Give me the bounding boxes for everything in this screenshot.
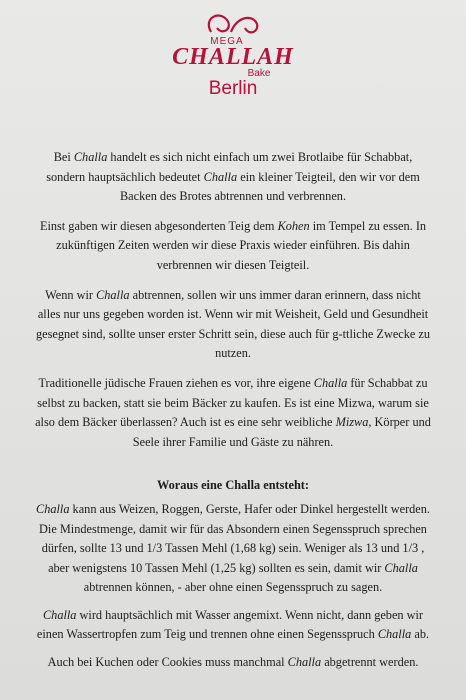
text-run: Einst gaben wir diesen abgesonderten Teig dem (39, 218, 278, 233)
logo-main-text: CHALLAH (172, 44, 294, 70)
paragraph-3 (34, 286, 432, 364)
section-paragraph-3 (34, 653, 432, 673)
paragraph-4 (34, 374, 432, 452)
text-run: kann aus Weizen, Roggen, Gerste, Hafer oder Dinkel hergestellt werden. Die Mindestmenge, damit wir für das Absondern einen Segensspruch sprechen dürfen, sollte 13 und 1/3 Tassen Mehl (1,68 kg) sein. Weniger als 13 und 1/3 , aber wenigstens 10 Tassen Mehl (1,25 kg) sollten es sein, damit wir (39, 501, 430, 575)
logo-graphic (153, 6, 313, 98)
italic-term: Challa (96, 287, 130, 302)
logo-city-text: Berlin (208, 78, 258, 98)
italic-term: Mizwa (335, 415, 369, 430)
text-run: , Körper und Seele ihrer Familie und Gäste zu nähren. (132, 415, 431, 449)
italic-term: Challa (313, 375, 348, 390)
text-run: ab. (411, 627, 430, 642)
text-run: abgetrennt werden. (321, 655, 419, 670)
italic-term: Challa (42, 607, 77, 622)
italic-term: Kohen (277, 218, 310, 233)
italic-term: Challa (203, 169, 238, 184)
italic-term: Challa (36, 501, 70, 516)
logo-sub-text: Bake (247, 68, 271, 79)
italic-term: Challa (377, 627, 412, 642)
italic-term: Challa (73, 150, 108, 164)
paragraph-2 (34, 217, 432, 276)
italic-term: Challa (384, 560, 418, 575)
document-body (34, 148, 432, 673)
text-run: abtrennen, sollen wir uns immer daran erinnern, dass nicht alles nur uns gegeben worden ist. Wenn wir mit Weisheit, Geld und Gesundheit gesegnet sind, sollte unser erster Schritt sein, diese auch für g-ttliche Zwecke zu nutzen. (35, 287, 431, 361)
section-paragraph-1 (34, 500, 432, 598)
text-run: ein kleiner Teigteil, den wir vor dem Backen des Brotes abtrennen und verbrennen. (119, 169, 420, 204)
text-run: Bei (53, 150, 74, 164)
section-title: Woraus eine Challa entsteht: (157, 478, 309, 493)
text-run: Wenn wir (45, 287, 97, 302)
text-run: Auch bei Kuchen oder Cookies muss manchmal (47, 655, 288, 670)
text-run: im Tempel zu essen. In zukünftigen Zeiten werden wir diese Praxis wieder einführen. Bis dahin verbrennen wir diesen Teigteil. (56, 218, 427, 272)
text-run: Traditionelle jüdische Frauen ziehen es vor, ihre eigene (38, 375, 314, 390)
section-paragraph-2 (34, 606, 432, 645)
text-run: wird hauptsächlich mit Wasser angemixt. Wenn nicht, dann geben wir einen Wassertropfen zum Teig und trennen ohne einen Segensspruch (36, 607, 424, 642)
paragraph-1 (34, 148, 432, 207)
logo-swirl (209, 16, 229, 32)
text-run: handelt es sich nicht einfach um zwei Brotlaibe für Schabbat, sondern hauptsächlich bedeutet (46, 150, 413, 184)
text-run: für Schabbat zu selbst zu backen, statt sie beim Bäcker zu kaufen. Es ist eine Mizwa, warum sie also dem Bäcker überlassen? Auch ist es eine sehr weibliche (35, 375, 429, 430)
logo-top-text: MEGA (210, 36, 244, 47)
text-run: abtrennen können, - aber ohne einen Segensspruch zu sagen. (83, 580, 383, 595)
italic-term: Challa (287, 655, 322, 670)
logo-swirl (231, 18, 257, 32)
logo (0, 6, 466, 98)
